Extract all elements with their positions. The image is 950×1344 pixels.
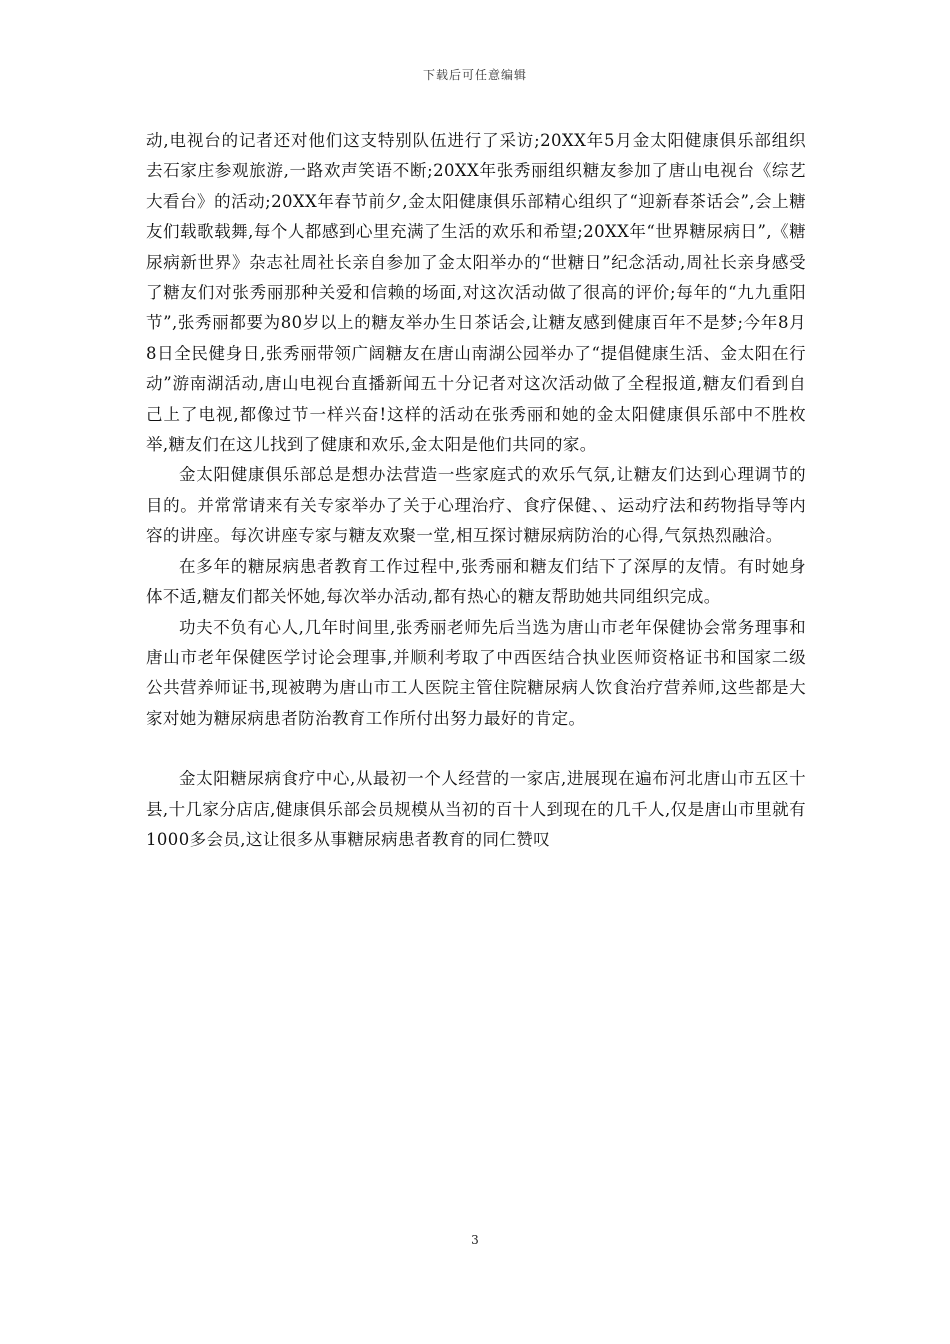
- document-body: [146, 126, 806, 855]
- paragraph-club-activities: 金太阳健康俱乐部总是想办法营造一些家庭式的欢乐气氛,让糖友们达到心理调节的目的。并常常请来有关专家举办了关于心理治疗、食疗保健、、运动疗法和药物指导等内容的讲座。每次讲座专家与糖友欢聚一堂,相互探讨糖尿病防治的心得,气氛热烈融洽。: [146, 465, 806, 546]
- paragraph-achievements: 功夫不负有心人,几年时间里,张秀丽老师先后当选为唐山市老年保健协会常务理事和唐山市老年保健医学讨论会理事,并顺利考取了中西医结合执业医师资格证书和国家二级公共营养师证书,现被聘为唐山市工人医院主管住院糖尿病人饮食治疗营养师,这些都是大家对她为糖尿病患者防治教育工作所付出努力最好的肯定。: [146, 617, 806, 728]
- paragraph-continuation: 动,电视台的记者还对他们这支特别队伍进行了采访;20XX年5月金太阳健康俱乐部组织去石家庄参观旅游,一路欢声笑语不断;20XX年张秀丽组织糖友参加了唐山电视台《综艺大看台》的活动;20XX年春节前夕,金太阳健康俱乐部精心组织了“迎新春茶话会”,会上糖友们载歌载舞,每个人都感到心里充满了生活的欢乐和希望;20XX年“世界糖尿病日”,《糖尿病新世界》杂志社周社长亲自参加了金太阳举办的“世糖日”纪念活动,周社长亲身感受了糖友们对张秀丽那种关爱和信赖的场面,对这次活动做了很高的评价;每年的“九九重阳节”,张秀丽都要为80岁以上的糖友举办生日茶话会,让糖友感到健康百年不是梦;今年8月8日全民健身日,张秀丽带领广阔糖友在唐山南湖公园举办了“提倡健康生活、金太阳在行动”游南湖活动,唐山电视台直播新闻五十分记者对这次活动做了全程报道,糖友们看到自己上了电视,都像过节一样兴奋!这样的活动在张秀丽和她的金太阳健康俱乐部中不胜枚举,糖友们在这儿找到了健康和欢乐,金太阳是他们共同的家。: [146, 131, 806, 455]
- page-header: 下载后可任意编辑: [422, 68, 527, 82]
- page-number: 3: [471, 1233, 479, 1247]
- paragraph-growth: 金太阳糖尿病食疗中心,从最初一个人经营的一家店,进展现在遍布河北唐山市五区十县,十几家分店店,健康俱乐部会员规模从当初的百十人到现在的几千人,仅是唐山市里就有1000多会员,这让很多从事糖尿病患者教育的同仁赞叹: [146, 769, 806, 849]
- paragraph-friendship: 在多年的糖尿病患者教育工作过程中,张秀丽和糖友们结下了深厚的友情。有时她身体不适,糖友们都关怀她,每次举办活动,都有热心的糖友帮助她共同组织完成。: [146, 556, 806, 607]
